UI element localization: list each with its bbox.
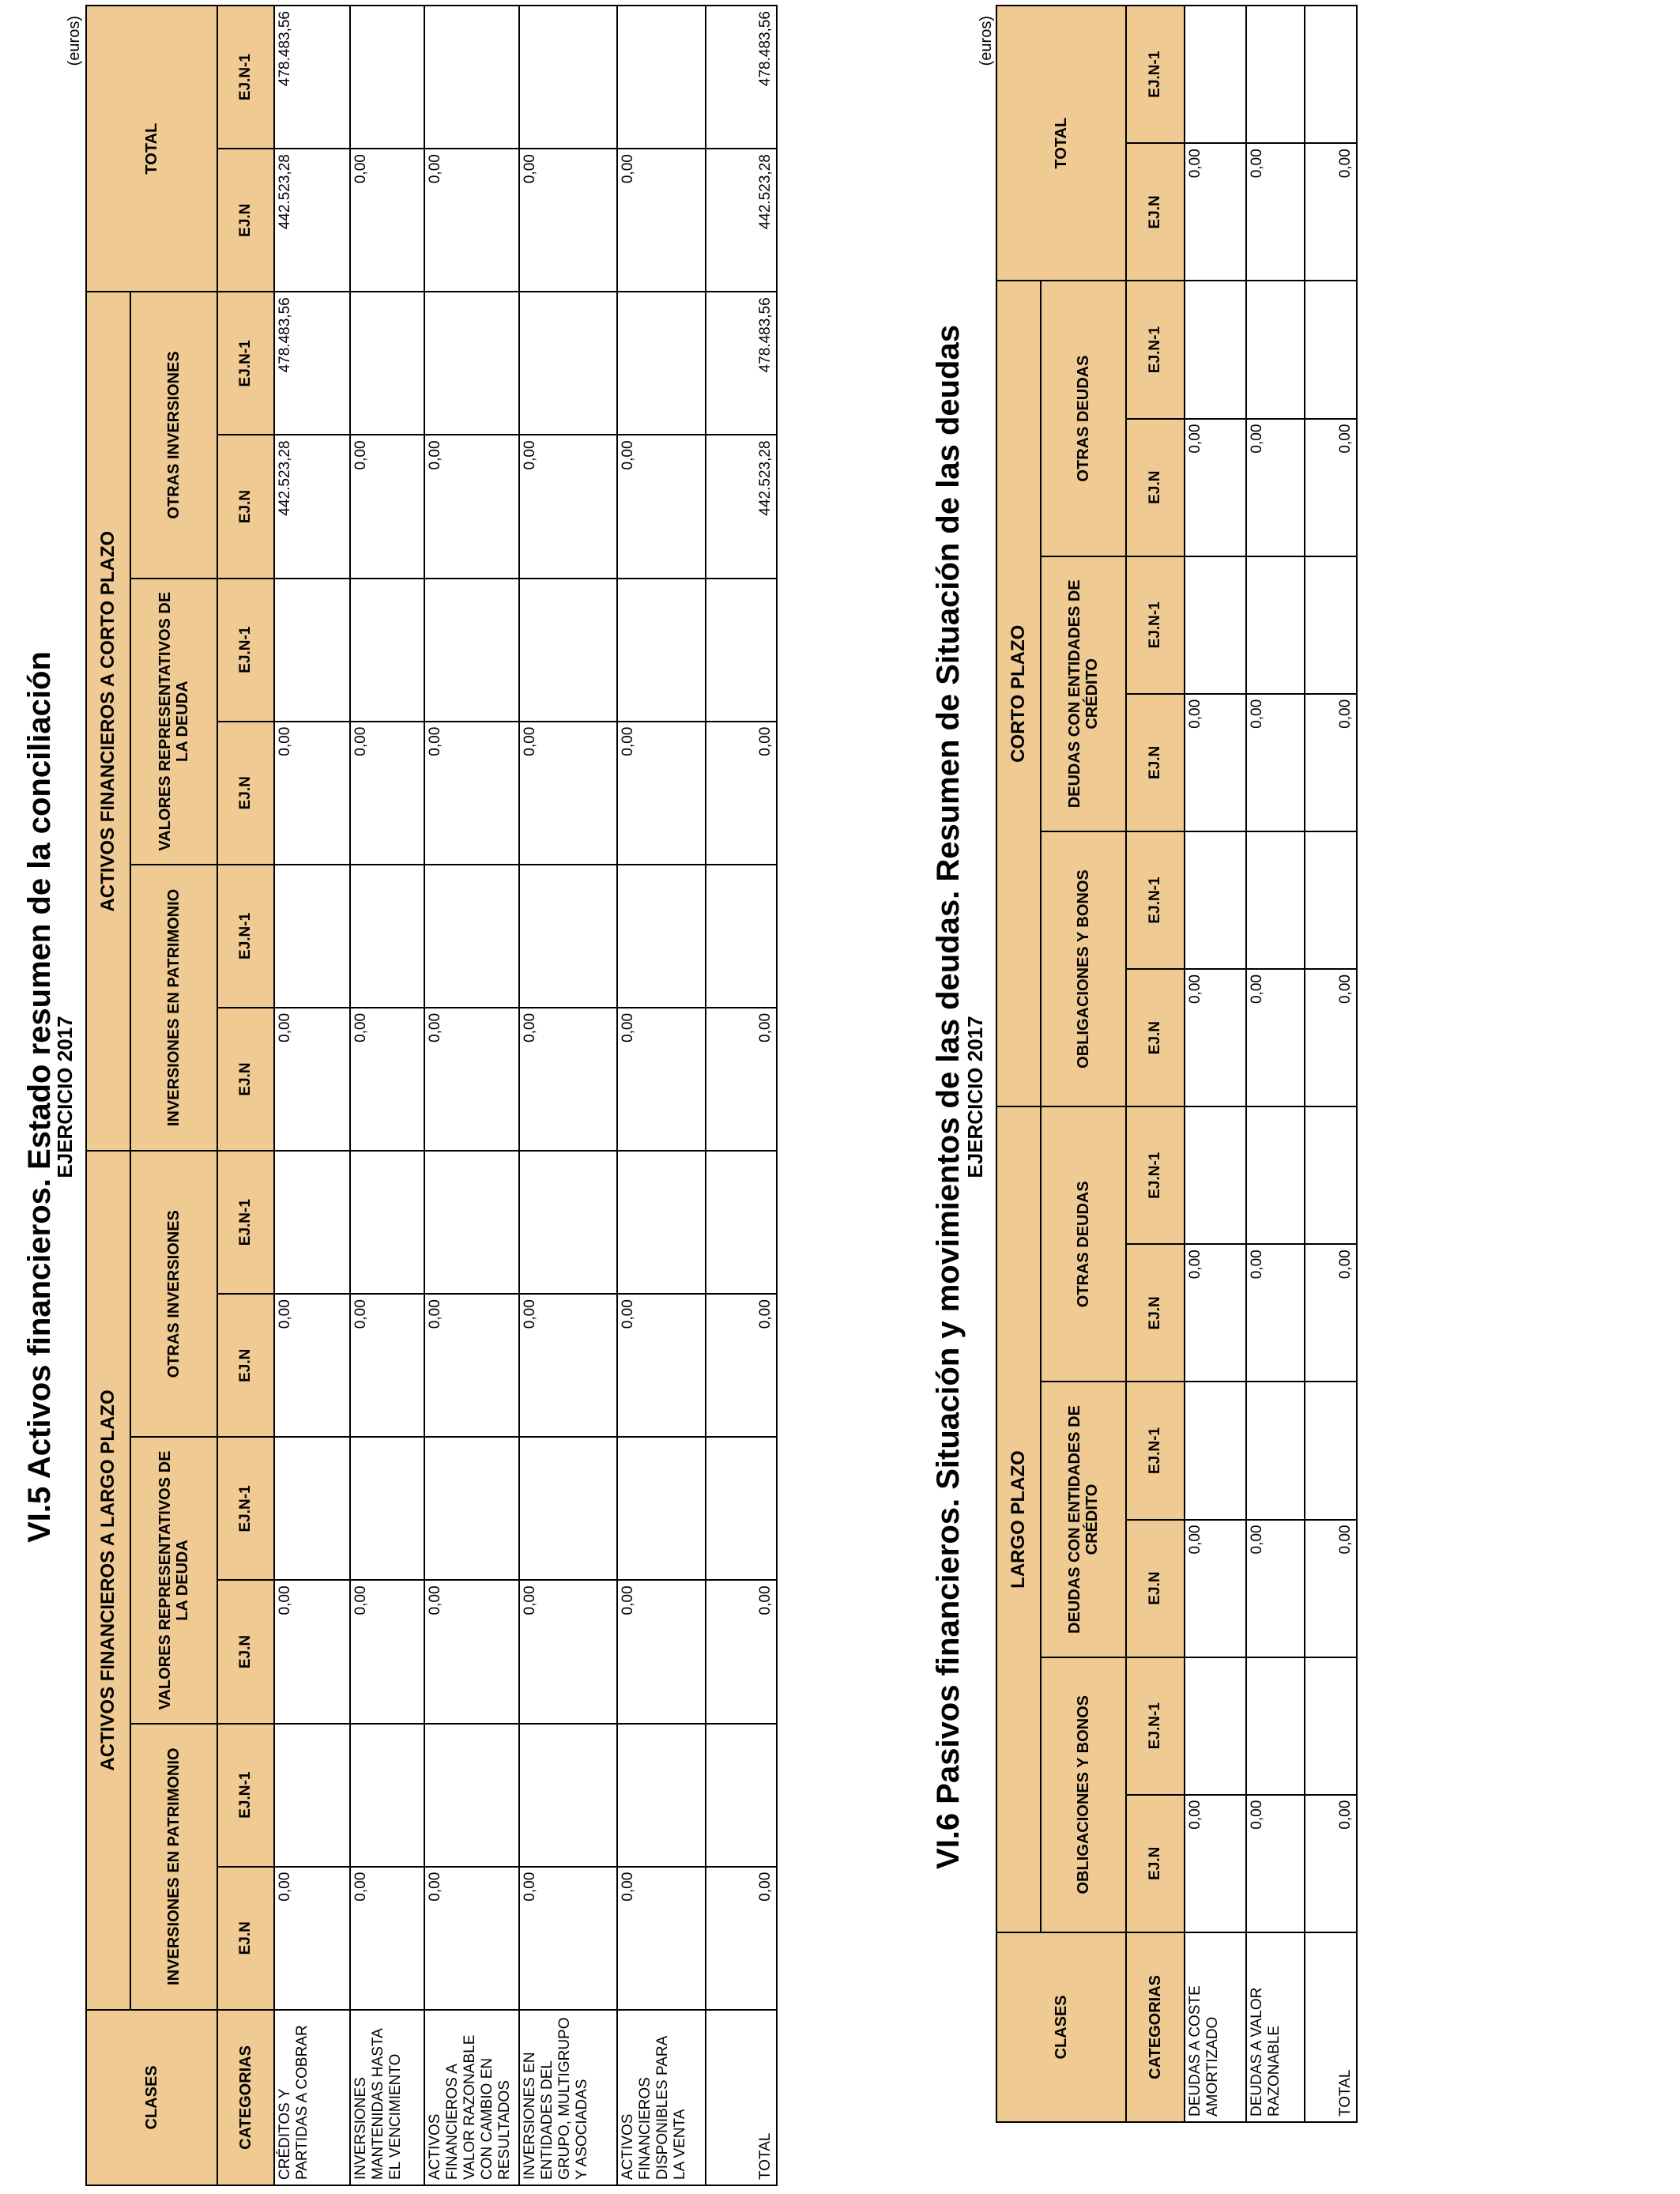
value-cell [1305,1657,1357,1795]
col-header: EJ.N-1 [1126,556,1185,694]
col-header: EJ.N-1 [217,6,274,149]
table-row [1305,6,1357,2122]
col-header: EJ.N [217,1294,274,1437]
row-category-label: INVERSIONES EN ENTIDADES DEL GRUPO, MULTIGRUPO Y ASOCIADAS [519,2010,617,2185]
value-cell: 0,00 [617,435,706,578]
value-cell [350,6,424,149]
col-header: EJ.N [217,1580,274,1723]
col-header: EJ.N [1126,1520,1185,1657]
value-cell [1246,1657,1305,1795]
value-cell [1246,281,1305,418]
value-cell: 0,00 [617,149,706,292]
value-cell: 442.523,28 [706,149,777,292]
value-cell [274,1151,350,1294]
value-cell: 0,00 [1185,969,1246,1106]
col-header: EJ.N [217,149,274,292]
value-cell: 442.523,28 [274,435,350,578]
value-cell: 0,00 [706,1867,777,2010]
unit-label: (euros) [66,16,83,66]
header-categorias: CATEGORIAS [1126,1932,1185,2122]
value-cell: 0,00 [424,1580,519,1723]
header-categorias: CATEGORIAS [217,2010,274,2185]
value-cell [1246,831,1305,969]
value-cell [424,579,519,722]
col-header: EJ.N-1 [217,292,274,435]
col-header: EJ.N-1 [217,1151,274,1294]
value-cell: 0,00 [1246,694,1305,831]
value-cell [1305,281,1357,418]
value-cell: 0,00 [424,1294,519,1437]
header-clases: CLASES [996,1932,1126,2122]
value-cell [1185,281,1246,418]
value-cell [519,865,617,1008]
value-cell [519,1724,617,1867]
assets-table [85,5,778,2186]
value-cell: 0,00 [1185,1244,1246,1382]
value-cell: 0,00 [1246,969,1305,1106]
col-header: EJ.N [1126,419,1185,556]
value-cell [519,579,617,722]
value-cell: 0,00 [519,722,617,865]
value-cell: 0,00 [1246,1244,1305,1382]
value-cell [706,1724,777,1867]
value-cell [1305,1382,1357,1519]
table-row [424,6,519,2185]
value-cell: 0,00 [1305,694,1357,831]
col-header: EJ.N-1 [217,579,274,722]
value-cell [617,6,706,149]
value-cell [424,292,519,435]
value-cell: 0,00 [617,1294,706,1437]
col-header: EJ.N-1 [217,1724,274,1867]
table-row [617,6,706,2185]
value-cell: 0,00 [1305,143,1357,281]
value-cell: 0,00 [350,435,424,578]
value-cell: 0,00 [424,149,519,292]
header-total: TOTAL [996,6,1126,281]
col-header: EJ.N [1126,143,1185,281]
value-cell [706,1437,777,1580]
header-corto-plazo: ACTIVOS FINANCIEROS A CORTO PLAZO [86,292,130,1151]
value-cell: 0,00 [617,722,706,865]
value-cell [519,1151,617,1294]
value-cell: 0,00 [617,1580,706,1723]
value-cell: 0,00 [519,1008,617,1151]
value-cell [1246,1382,1305,1519]
value-cell [1185,1106,1246,1244]
page-subtitle: EJERCICIO 2017 [53,1016,77,1178]
col-header: EJ.N-1 [217,1437,274,1580]
value-cell [519,1437,617,1580]
value-cell [274,1724,350,1867]
col-header: EJ.N [217,435,274,578]
value-cell [424,1437,519,1580]
value-cell: 0,00 [274,722,350,865]
col-header: EJ.N [217,722,274,865]
header-clases: CLASES [86,2010,217,2185]
value-cell [706,579,777,722]
value-cell [706,865,777,1008]
value-cell: 478.483,56 [274,6,350,149]
value-cell: 0,00 [519,1580,617,1723]
col-header: EJ.N-1 [1126,6,1185,143]
value-cell [424,6,519,149]
value-cell: 0,00 [274,1867,350,2010]
section-vi6 [853,0,1680,2194]
value-cell: 0,00 [274,1580,350,1723]
table-row [274,6,350,2185]
page-title: VI.5 Activos financieros. Estado resumen de la conciliación [22,651,57,1543]
col-header: EJ.N-1 [1126,1382,1185,1519]
value-cell: 0,00 [1305,1244,1357,1382]
group-header: OTRAS INVERSIONES [130,1151,217,1437]
row-category-label: DEUDAS A COSTE AMORTIZADO [1185,1932,1246,2122]
value-cell: 478.483,56 [274,292,350,435]
value-cell [617,292,706,435]
value-cell: 0,00 [519,1867,617,2010]
group-header: OTRAS DEUDAS [1041,281,1126,556]
row-category-label: CRÉDITOS Y PARTIDAS A COBRAR [274,2010,350,2185]
group-header: INVERSIONES EN PATRIMONIO [130,865,217,1151]
row-category-label: TOTAL [1305,1932,1357,2122]
header-total: TOTAL [86,6,217,292]
value-cell [617,1151,706,1294]
value-cell: 0,00 [274,1294,350,1437]
value-cell: 0,00 [424,435,519,578]
table-row [1246,6,1305,2122]
value-cell [424,865,519,1008]
group-header: DEUDAS CON ENTIDADES DE CRÉDITO [1041,1382,1126,1657]
col-header: EJ.N [217,1008,274,1151]
value-cell: 0,00 [519,435,617,578]
liabilities-table [996,5,1358,2123]
col-header: EJ.N-1 [1126,281,1185,418]
value-cell: 0,00 [1305,969,1357,1106]
value-cell [1185,1657,1246,1795]
col-header: EJ.N [1126,1244,1185,1382]
col-header: EJ.N-1 [217,865,274,1008]
row-category-label: ACTIVOS FINANCIEROS A VALOR RAZONABLE CON CAMBIO EN RESULTADOS [424,2010,519,2185]
col-header: EJ.N [1126,1795,1185,1932]
value-cell [350,292,424,435]
value-cell: 0,00 [350,1867,424,2010]
value-cell: 0,00 [274,1008,350,1151]
group-header: OBLIGACIONES Y BONOS [1041,1657,1126,1932]
value-cell [617,579,706,722]
header-largo-plazo: LARGO PLAZO [996,1106,1041,1932]
value-cell: 0,00 [350,1008,424,1151]
value-cell [1185,556,1246,694]
group-header: INVERSIONES EN PATRIMONIO [130,1724,217,2010]
group-header: VALORES REPRESENTATIVOS DE LA DEUDA [130,1437,217,1723]
group-header: OBLIGACIONES Y BONOS [1041,831,1126,1106]
value-cell: 0,00 [706,1580,777,1723]
header-largo-plazo: ACTIVOS FINANCIEROS A LARGO PLAZO [86,1151,130,2010]
value-cell: 0,00 [1185,419,1246,556]
page-subtitle: EJERCICIO 2017 [963,1016,987,1178]
col-header: EJ.N-1 [1126,1106,1185,1244]
value-cell: 478.483,56 [706,292,777,435]
value-cell: 0,00 [706,1294,777,1437]
table-row [519,6,617,2185]
value-cell: 0,00 [1185,143,1246,281]
value-cell: 478.483,56 [706,6,777,149]
section-vi5 [0,0,774,2194]
value-cell: 0,00 [350,1580,424,1723]
page-title: VI.6 Pasivos financieros. Situación y movimientos de las deudas. Resumen de Situación de las deudas [931,325,966,1869]
value-cell [617,865,706,1008]
value-cell [519,6,617,149]
value-cell: 0,00 [1246,143,1305,281]
header-corto-plazo: CORTO PLAZO [996,281,1041,1106]
value-cell: 0,00 [1185,1520,1246,1657]
value-cell: 0,00 [706,722,777,865]
value-cell [350,1151,424,1294]
value-cell: 442.523,28 [706,435,777,578]
col-header: EJ.N [1126,694,1185,831]
value-cell [274,579,350,722]
group-header: OTRAS INVERSIONES [130,292,217,578]
value-cell [706,1151,777,1294]
value-cell [1305,6,1357,143]
value-cell [1185,6,1246,143]
value-cell: 0,00 [1185,694,1246,831]
value-cell [1246,1106,1305,1244]
value-cell: 0,00 [424,1867,519,2010]
value-cell [1185,831,1246,969]
value-cell: 0,00 [617,1008,706,1151]
value-cell: 0,00 [350,149,424,292]
col-header: EJ.N [217,1867,274,2010]
col-header: EJ.N-1 [1126,831,1185,969]
value-cell [274,865,350,1008]
table-row [1185,6,1246,2122]
group-header: DEUDAS CON ENTIDADES DE CRÉDITO [1041,556,1126,831]
value-cell: 0,00 [1246,419,1305,556]
value-cell: 0,00 [1305,1520,1357,1657]
group-header: VALORES REPRESENTATIVOS DE LA DEUDA [130,579,217,865]
value-cell: 0,00 [1305,1795,1357,1932]
value-cell [350,579,424,722]
unit-label: (euros) [977,16,995,66]
table-row [706,6,777,2185]
value-cell: 0,00 [1185,1795,1246,1932]
value-cell [350,865,424,1008]
value-cell [617,1724,706,1867]
value-cell: 0,00 [350,722,424,865]
col-header: EJ.N-1 [1126,1657,1185,1795]
value-cell: 0,00 [617,1867,706,2010]
value-cell: 0,00 [1305,419,1357,556]
value-cell: 442.523,28 [274,149,350,292]
value-cell [1185,1382,1246,1519]
value-cell [1246,556,1305,694]
value-cell [424,1151,519,1294]
value-cell [617,1437,706,1580]
value-cell: 0,00 [1246,1520,1305,1657]
row-category-label: TOTAL [706,2010,777,2185]
value-cell: 0,00 [519,1294,617,1437]
value-cell: 0,00 [519,149,617,292]
value-cell [1246,6,1305,143]
value-cell [1305,1106,1357,1244]
row-category-label: ACTIVOS FINANCIEROS DISPONIBLES PARA LA VENTA [617,2010,706,2185]
value-cell [519,292,617,435]
table-row [350,6,424,2185]
value-cell: 0,00 [1246,1795,1305,1932]
value-cell [1305,556,1357,694]
row-category-label: INVERSIONES MANTENIDAS HASTA EL VENCIMIENTO [350,2010,424,2185]
value-cell: 0,00 [424,722,519,865]
group-header: OTRAS DEUDAS [1041,1106,1126,1382]
row-category-label: DEUDAS A VALOR RAZONABLE [1246,1932,1305,2122]
value-cell: 0,00 [706,1008,777,1151]
value-cell [274,1437,350,1580]
value-cell: 0,00 [350,1294,424,1437]
value-cell: 0,00 [424,1008,519,1151]
value-cell [424,1724,519,1867]
value-cell [350,1724,424,1867]
value-cell [350,1437,424,1580]
col-header: EJ.N [1126,969,1185,1106]
value-cell [1305,831,1357,969]
